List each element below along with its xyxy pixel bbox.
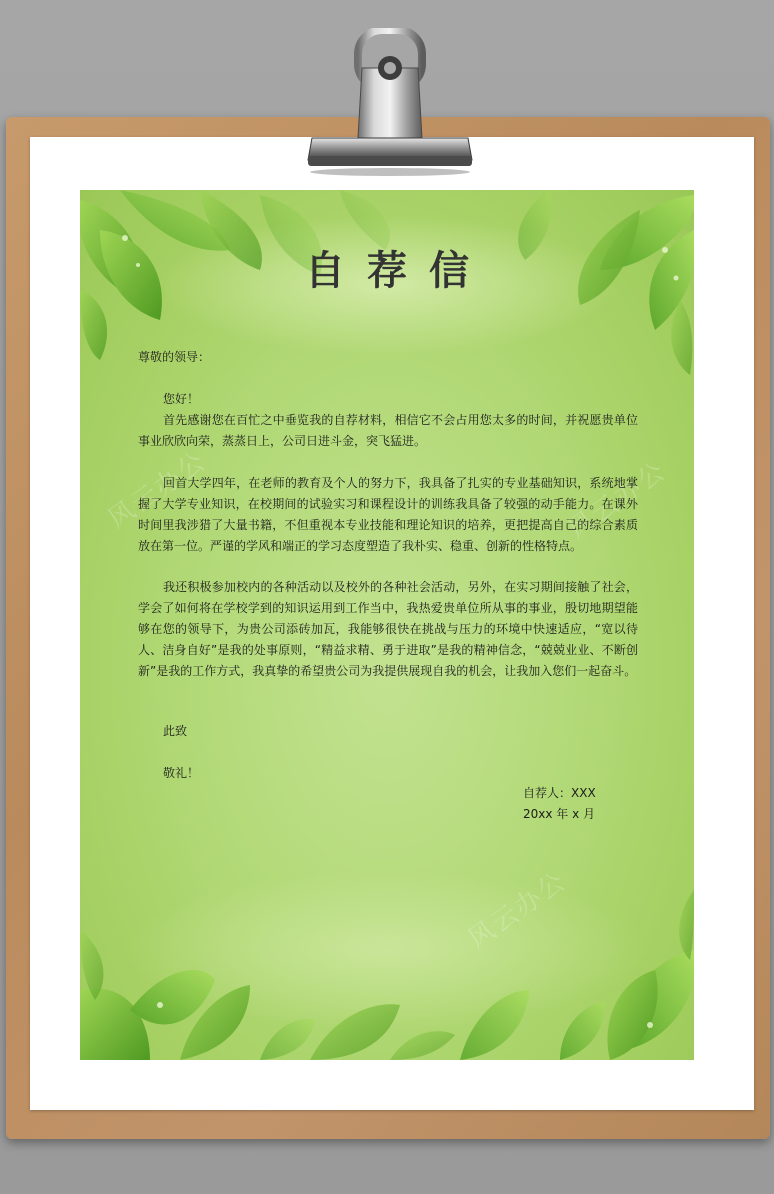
salutation: 尊敬的领导： <box>138 350 211 364</box>
binder-clip-icon <box>300 28 480 178</box>
letter-title: 自荐信 <box>305 248 491 294</box>
paragraph-education: 回首大学四年，在老师的教育及个人的努力下，我具备了扎实的专业基础知识，系统地掌握了大学专业知识，在校期间的试验实习和课程设计的训练我具备了较强的动手能力。在课外时间里我涉猎了大量书籍，不但重视本专业技能和理论知识的培养，更把提高自己的综合素质放在第一位。严谨的学风和端正的学习态度塑造了我朴实、稳重、创新的性格特点。 <box>138 476 638 553</box>
signature-name: 自荐人：XXX <box>523 786 596 800</box>
closing-jingli: 敬礼！ <box>163 766 200 780</box>
watermark: 风云办公 <box>562 456 672 545</box>
closing-cizhi: 此致 <box>163 724 188 738</box>
watermark: 风云办公 <box>462 866 572 955</box>
watermark: 风云办公 <box>102 446 212 535</box>
greeting: 您好！ <box>163 392 200 406</box>
paragraph-activities: 我还积极参加校内的各种活动以及校外的各种社会活动，另外，在实习期间接触了社会，学会了如何将在学校学到的知识运用到工作当中，我热爱贵单位所从事的事业，殷切地期望能够在您的领导下，为贵公司添砖加瓦，我能够很快在挑战与压力的环境中快速适应，“宽以待人、洁身自好”是我的处事原则，“精益求精、勇于进取”是我的精神信念，“兢兢业业、不断创新”是我的工作方式，我真挚的希望贵公司为我提供展现自我的机会，让我加入您们一起奋斗。 <box>138 580 638 678</box>
signature-date: 20xx 年 x 月 <box>523 807 596 821</box>
paragraph-intro: 首先感谢您在百忙之中垂览我的自荐材料，相信它不会占用您太多的时间，并祝愿贵单位事业欣欣向荣，蒸蒸日上，公司日进斗金，突飞猛进。 <box>138 413 638 448</box>
